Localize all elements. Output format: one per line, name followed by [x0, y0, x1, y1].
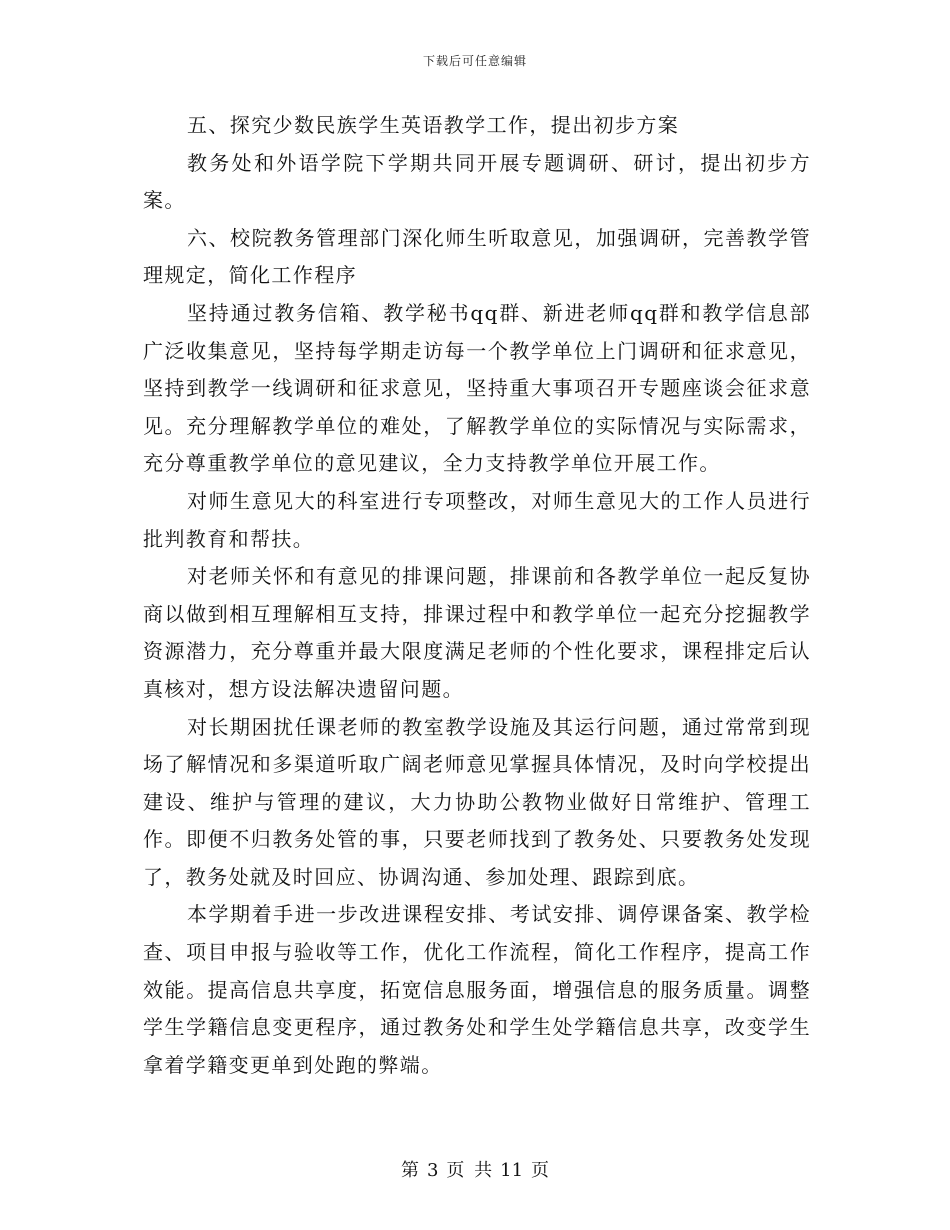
page-header: 下载后可任意编辑 [422, 54, 527, 68]
paragraph: 教务处和外语学院下学期共同开展专题调研、研讨，提出初步方案。 [143, 150, 811, 213]
section-heading-six: 六、校院教务管理部门深化师生听取意见，加强调研，完善教学管理规定，简化工作程序 [143, 225, 811, 288]
page-number: 3 [426, 1160, 439, 1181]
total-pages: 11 [500, 1160, 524, 1181]
paragraph: 对师生意见大的科室进行专项整改，对师生意见大的工作人员进行批判教育和帮扶。 [143, 488, 811, 551]
section-heading-five: 五、探究少数民族学生英语教学工作，提出初步方案 [187, 113, 680, 137]
paragraph: 对长期困扰任课老师的教室教学设施及其运行问题，通过常常到现场了解情况和多渠道听取广阔老师意见掌握具体情况，及时向学校提出建设、维护与管理的建议，大力协助公教物业做好日常维护、管理工作。即便不归教务处管的事，只要老师找到了教务处、只要教务处发现了，教务处就及时回应、协调沟通、参加处理、跟踪到底。 [143, 714, 811, 889]
footer-prefix: 第 [400, 1160, 419, 1181]
footer-suffix: 页 [531, 1160, 550, 1181]
page-footer [0, 1156, 950, 1182]
paragraph: 本学期着手进一步改进课程安排、考试安排、调停课备案、教学检查、项目申报与验收等工作，优化工作流程，简化工作程序，提高工作效能。提高信息共享度，拓宽信息服务面，增强信息的服务质量。调整学生学籍信息变更程序，通过教务处和学生处学籍信息共享，改变学生拿着学籍变更单到处跑的弊端。 [143, 902, 811, 1077]
document-body [143, 107, 811, 1084]
footer-middle: 页 共 [446, 1160, 493, 1181]
paragraph: 对老师关怀和有意见的排课问题，排课前和各教学单位一起反复协商以做到相互理解相互支持，排课过程中和教学单位一起充分挖掘教学资源潜力，充分尊重并最大限度满足老师的个性化要求，课程排定后认真核对，想方设法解决遗留问题。 [143, 564, 811, 701]
paragraph: 坚持通过教务信箱、教学秘书qq群、新进老师qq群和教学信息部广泛收集意见，坚持每学期走访每一个教学单位上门调研和征求意见，坚持到教学一线调研和征求意见，坚持重大事项召开专题座谈会征求意见。充分理解教学单位的难处，了解教学单位的实际情况与实际需求，充分尊重教学单位的意见建议，全力支持教学单位开展工作。 [143, 300, 811, 476]
